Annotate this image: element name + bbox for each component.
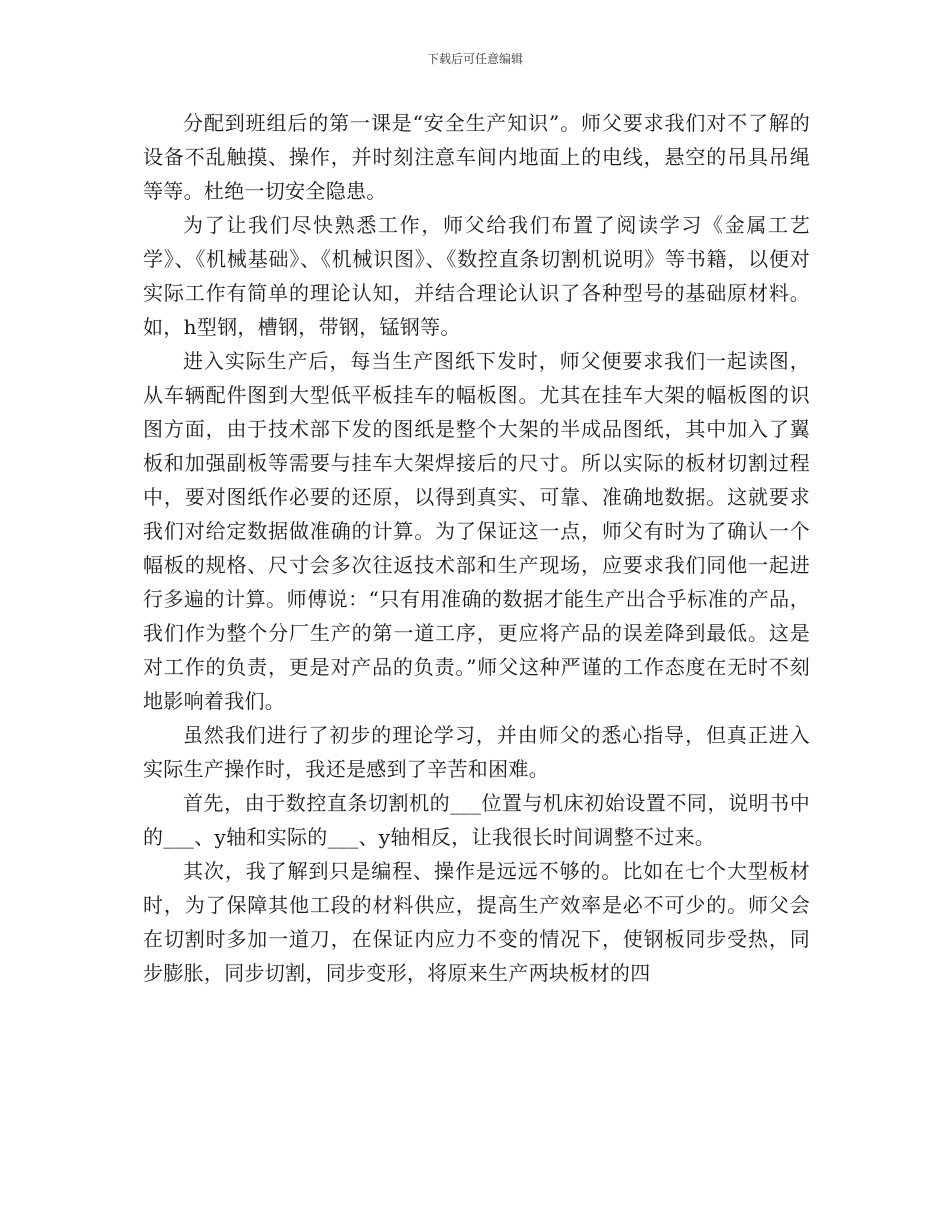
paragraph-difficulty: 虽然我们进行了初步的理论学习，并由师父的悉心指导，但真正进入实际生产操作时，我还是感到了辛苦和困难。 [143, 723, 810, 781]
page-header: 下载后可任意编辑 [426, 52, 523, 66]
paragraph-first: 首先，由于数控直条切割机的___位置与机床初始设置不同，说明书中的___、y轴和实际的___、y轴相反，让我很长时间调整不过来。 [143, 791, 810, 849]
paragraph-safety: 分配到班组后的第一课是“安全生产知识”。师父要求我们对不了解的设备不乱触摸、操作，并时刻注意车间内地面上的电线，悬空的吊具吊绳等等。杜绝一切安全隐患。 [143, 111, 810, 203]
paragraph-reading: 为了让我们尽快熟悉工作，师父给我们布置了阅读学习《金属工艺学》、《机械基础》、《机械识图》、《数控直条切割机说明》等书籍，以便对实际工作有简单的理论认知，并结合理论认识了各种型号的基础原材料。如，h型钢，槽钢，带钢，锰钢等。 [143, 213, 810, 339]
paragraph-second: 其次，我了解到只是编程、操作是远远不够的。比如在七个大型板材时，为了保障其他工段的材料供应，提高生产效率是必不可少的。师父会在切割时多加一道刀，在保证内应力不变的情况下，使钢板同步受热，同步膨胀，同步切割，同步变形，将原来生产两块板材的四 [143, 859, 810, 985]
paragraph-drawings: 进入实际生产后，每当生产图纸下发时，师父便要求我们一起读图，从车辆配件图到大型低平板挂车的幅板图。尤其在挂车大架的幅板图的识图方面，由于技术部下发的图纸是整个大架的半成品图纸，其中加入了翼板和加强副板等需要与挂车大架焊接后的尺寸。所以实际的板材切割过程中，要对图纸作必要的还原，以得到真实、可靠、准确地数据。这就要求我们对给定数据做准确的计算。为了保证这一点，师父有时为了确认一个幅板的规格、尺寸会多次往返技术部和生产现场，应要求我们同他一起进行多遍的计算。师傅说：“只有用准确的数据才能生产出合乎标准的产品，我们作为整个分厂生产的第一道工序，更应将产品的误差降到最低。这是对工作的负责，更是对产品的负责。”师父这种严谨的工作态度在无时不刻地影响着我们。 [143, 349, 810, 713]
document-body [143, 106, 810, 990]
